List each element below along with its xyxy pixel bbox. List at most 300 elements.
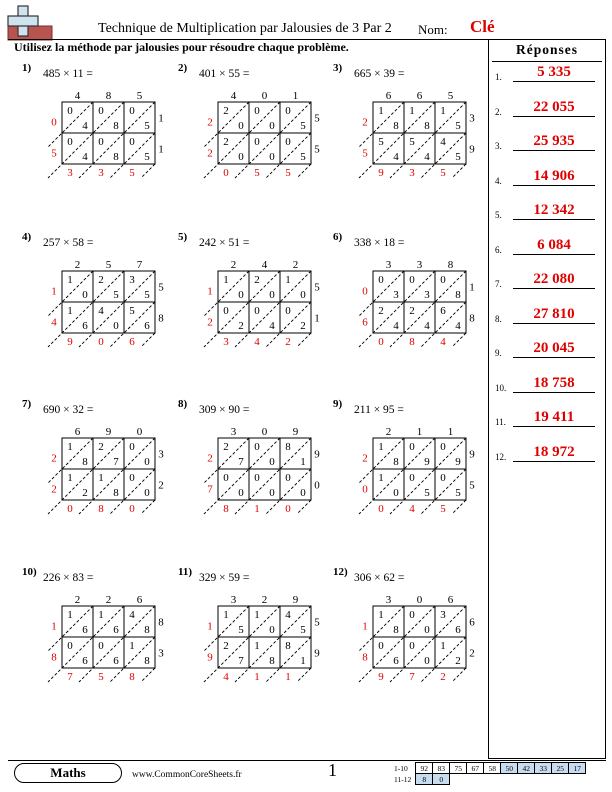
cell-ones-digit: 0 bbox=[82, 289, 88, 301]
cell-ones-digit: 6 bbox=[393, 655, 399, 667]
cell-tens-digit: 0 bbox=[129, 105, 135, 117]
cell-ones-digit: 8 bbox=[113, 487, 119, 499]
problem-text: 211 × 95 = bbox=[354, 404, 404, 416]
score-table bbox=[392, 762, 586, 785]
cell-ones-digit: 7 bbox=[113, 456, 119, 468]
cell-ones-digit: 8 bbox=[113, 151, 119, 163]
answer-number: 6. bbox=[495, 244, 502, 255]
lattice-problem bbox=[178, 398, 328, 528]
lattice-grid bbox=[333, 566, 483, 696]
cell-tens-digit: 2 bbox=[409, 305, 415, 317]
score-row-label: 11-12 bbox=[394, 774, 412, 784]
lattice-grid bbox=[178, 566, 328, 696]
cell-tens-digit: 0 bbox=[254, 441, 260, 453]
left-answer-digit: 0 bbox=[51, 116, 57, 129]
top-digit: 6 bbox=[136, 594, 143, 606]
bottom-answer-digit: 6 bbox=[129, 336, 135, 348]
lattice-grid bbox=[178, 62, 328, 192]
answer-value: 18 972 bbox=[533, 443, 575, 460]
bottom-answer-digit: 1 bbox=[285, 671, 291, 683]
cell-tens-digit: 0 bbox=[254, 472, 260, 484]
cell-ones-digit: 0 bbox=[269, 120, 275, 132]
top-digit: 2 bbox=[105, 594, 112, 606]
lattice-diagonal bbox=[390, 606, 466, 682]
bottom-answer-digit: 7 bbox=[409, 671, 415, 683]
right-digit: 8 bbox=[158, 616, 164, 629]
cell-tens-digit: 6 bbox=[440, 305, 446, 317]
answer-row bbox=[489, 328, 603, 358]
lattice-problem bbox=[333, 398, 483, 528]
top-digit: 3 bbox=[230, 594, 237, 606]
cell-ones-digit: 3 bbox=[424, 289, 430, 301]
score-cell: 42 bbox=[518, 763, 535, 774]
lattice-diagonal bbox=[204, 438, 280, 514]
bottom-answer-digit: 4 bbox=[440, 336, 446, 348]
right-digit: 5 bbox=[158, 281, 164, 294]
bottom-answer-digit: 1 bbox=[254, 671, 260, 683]
bottom-answer-digit: 9 bbox=[378, 167, 384, 179]
top-digit: 3 bbox=[416, 259, 423, 271]
left-answer-digit: 4 bbox=[51, 316, 57, 329]
lattice-diagonal bbox=[48, 271, 124, 347]
lattice-problem bbox=[22, 398, 172, 528]
score-cell: 33 bbox=[535, 763, 552, 774]
problem-number: 4) bbox=[22, 231, 32, 243]
problem-text: 242 × 51 = bbox=[199, 237, 250, 249]
lattice-problem bbox=[22, 566, 172, 696]
cell-ones-digit: 0 bbox=[144, 456, 150, 468]
lattice-diagonal bbox=[235, 438, 311, 514]
site-url: www.CommonCoreSheets.fr bbox=[132, 770, 242, 780]
left-answer-digit: 2 bbox=[51, 452, 57, 465]
cell-tens-digit: 2 bbox=[223, 136, 229, 148]
lattice-diagonal bbox=[141, 333, 155, 347]
cell-ones-digit: 4 bbox=[424, 151, 430, 163]
score-cell: 25 bbox=[552, 763, 569, 774]
right-digit: 5 bbox=[469, 479, 475, 492]
answer-row bbox=[489, 156, 603, 186]
answer-value: 18 758 bbox=[533, 374, 575, 391]
answer-number: 1. bbox=[495, 72, 502, 82]
top-digit: 0 bbox=[416, 594, 423, 606]
top-digit: 2 bbox=[74, 594, 81, 606]
answer-line bbox=[513, 461, 595, 462]
score-cell: 92 bbox=[416, 763, 433, 774]
bottom-answer-digit: 5 bbox=[254, 167, 260, 179]
lattice-diagonal bbox=[297, 333, 311, 347]
page-number: 1 bbox=[328, 760, 337, 780]
cell-ones-digit: 5 bbox=[144, 151, 150, 163]
bottom-answer-digit: 5 bbox=[285, 167, 291, 179]
bottom-answer-digit: 1 bbox=[254, 503, 260, 515]
cell-ones-digit: 0 bbox=[269, 289, 275, 301]
lattice-grid bbox=[22, 231, 172, 361]
problem-number: 9) bbox=[333, 398, 343, 410]
lattice-diagonal bbox=[141, 500, 155, 514]
lattice-diagonal bbox=[390, 438, 466, 514]
cell-ones-digit: 5 bbox=[144, 120, 150, 132]
cell-ones-digit: 0 bbox=[269, 624, 275, 636]
cell-ones-digit: 0 bbox=[300, 487, 306, 499]
answer-line bbox=[513, 392, 595, 393]
cell-tens-digit: 0 bbox=[254, 136, 260, 148]
cell-ones-digit: 0 bbox=[238, 289, 244, 301]
problem-number: 1) bbox=[22, 62, 32, 74]
left-answer-digit: 6 bbox=[362, 316, 368, 329]
cell-tens-digit: 1 bbox=[67, 274, 73, 286]
answer-line bbox=[513, 81, 595, 82]
bottom-answer-digit: 5 bbox=[98, 671, 104, 683]
cell-tens-digit: 0 bbox=[409, 441, 415, 453]
cell-ones-digit: 8 bbox=[82, 456, 88, 468]
lattice-diagonal bbox=[297, 164, 311, 178]
cell-ones-digit: 2 bbox=[455, 655, 461, 667]
answer-row bbox=[489, 87, 603, 117]
left-answer-digit: 2 bbox=[51, 483, 57, 496]
right-digit: 9 bbox=[314, 448, 320, 461]
top-digit: 2 bbox=[261, 594, 268, 606]
lattice-problem bbox=[22, 62, 172, 192]
top-digit: 0 bbox=[261, 426, 268, 438]
lattice-diagonal bbox=[235, 606, 311, 682]
right-digit: 2 bbox=[158, 479, 164, 492]
lattice-diagonal bbox=[141, 164, 155, 178]
footer-divider bbox=[8, 760, 606, 761]
lattice-diagonal bbox=[235, 102, 311, 178]
problem-text: 226 × 83 = bbox=[43, 572, 94, 584]
cell-ones-digit: 6 bbox=[82, 655, 88, 667]
problem-text: 309 × 90 = bbox=[199, 404, 250, 416]
lattice-diagonal bbox=[79, 438, 155, 514]
cell-tens-digit: 2 bbox=[223, 640, 229, 652]
cell-tens-digit: 4 bbox=[98, 305, 104, 317]
cell-ones-digit: 6 bbox=[82, 624, 88, 636]
cell-tens-digit: 1 bbox=[440, 640, 446, 652]
cell-ones-digit: 4 bbox=[269, 320, 275, 332]
answer-line bbox=[513, 288, 595, 289]
problem-text: 690 × 32 = bbox=[43, 404, 94, 416]
top-digit: 9 bbox=[292, 426, 299, 438]
cell-ones-digit: 5 bbox=[455, 120, 461, 132]
cell-tens-digit: 0 bbox=[285, 305, 291, 317]
left-answer-digit: 2 bbox=[207, 316, 213, 329]
answer-number: 11. bbox=[495, 417, 506, 427]
instructions: Utilisez la méthode par jalousies pour résoudre chaque problème. bbox=[14, 40, 349, 54]
score-cell: 8 bbox=[416, 774, 433, 785]
cell-ones-digit: 7 bbox=[238, 456, 244, 468]
cell-tens-digit: 1 bbox=[98, 472, 104, 484]
top-digit: 3 bbox=[230, 426, 237, 438]
lattice-problem bbox=[178, 566, 328, 696]
bottom-answer-digit: 0 bbox=[67, 503, 73, 515]
top-digit: 3 bbox=[385, 594, 392, 606]
cell-tens-digit: 1 bbox=[378, 441, 384, 453]
score-cell: 75 bbox=[450, 763, 467, 774]
left-answer-digit: 2 bbox=[207, 147, 213, 160]
bottom-answer-digit: 0 bbox=[129, 503, 135, 515]
cell-tens-digit: 0 bbox=[98, 640, 104, 652]
problem-number: 11) bbox=[178, 566, 193, 578]
cell-ones-digit: 4 bbox=[455, 320, 461, 332]
cell-ones-digit: 4 bbox=[393, 320, 399, 332]
top-digit: 4 bbox=[74, 90, 81, 102]
top-digit: 7 bbox=[136, 259, 143, 271]
top-digit: 4 bbox=[261, 259, 268, 271]
right-digit: 5 bbox=[314, 112, 320, 125]
left-answer-digit: 2 bbox=[207, 116, 213, 129]
bottom-answer-digit: 9 bbox=[378, 671, 384, 683]
answer-number: 3. bbox=[495, 141, 502, 151]
right-digit: 3 bbox=[469, 112, 475, 125]
lattice-diagonal bbox=[297, 668, 311, 682]
lattice-diagonal bbox=[359, 102, 435, 178]
cell-tens-digit: 2 bbox=[223, 441, 229, 453]
right-digit: 8 bbox=[158, 312, 164, 325]
right-digit: 5 bbox=[314, 616, 320, 629]
problem-number: 7) bbox=[22, 398, 32, 410]
cell-ones-digit: 8 bbox=[393, 120, 399, 132]
answer-line bbox=[513, 150, 595, 151]
bottom-answer-digit: 5 bbox=[129, 167, 135, 179]
cell-ones-digit: 0 bbox=[424, 624, 430, 636]
right-digit: 3 bbox=[158, 647, 164, 660]
left-answer-digit: 2 bbox=[362, 116, 368, 129]
cell-tens-digit: 1 bbox=[67, 609, 73, 621]
lattice-diagonal bbox=[204, 271, 280, 347]
bottom-answer-digit: 7 bbox=[67, 671, 73, 683]
cell-ones-digit: 4 bbox=[393, 151, 399, 163]
lattice-diagonal bbox=[141, 668, 155, 682]
cell-ones-digit: 0 bbox=[269, 487, 275, 499]
cell-ones-digit: 5 bbox=[455, 487, 461, 499]
left-answer-digit: 1 bbox=[207, 285, 213, 298]
cell-ones-digit: 3 bbox=[393, 289, 399, 301]
cell-ones-digit: 4 bbox=[82, 151, 88, 163]
left-answer-digit: 8 bbox=[362, 651, 368, 664]
lattice-grid bbox=[22, 62, 172, 192]
lattice-diagonal bbox=[452, 668, 466, 682]
maths-badge: Maths bbox=[14, 763, 122, 783]
problem-text: 485 × 11 = bbox=[43, 68, 93, 80]
cell-tens-digit: 1 bbox=[440, 105, 446, 117]
cell-tens-digit: 8 bbox=[285, 640, 291, 652]
top-digit: 5 bbox=[105, 259, 112, 271]
answer-line bbox=[513, 426, 595, 427]
cell-ones-digit: 0 bbox=[238, 487, 244, 499]
answer-row bbox=[489, 190, 603, 220]
problem-text: 257 × 58 = bbox=[43, 237, 94, 249]
left-answer-digit: 2 bbox=[207, 452, 213, 465]
answer-value: 22 080 bbox=[533, 271, 575, 287]
cell-ones-digit: 5 bbox=[300, 624, 306, 636]
cell-tens-digit: 0 bbox=[67, 136, 73, 148]
lattice-diagonal bbox=[390, 271, 466, 347]
bottom-answer-digit: 8 bbox=[223, 503, 229, 515]
left-answer-digit: 0 bbox=[362, 483, 368, 496]
score-cell: 83 bbox=[433, 763, 450, 774]
cell-tens-digit: 0 bbox=[440, 274, 446, 286]
cell-tens-digit: 0 bbox=[285, 105, 291, 117]
bottom-answer-digit: 0 bbox=[378, 503, 384, 515]
score-row bbox=[392, 774, 586, 785]
cell-tens-digit: 0 bbox=[67, 105, 73, 117]
answer-row bbox=[489, 225, 603, 255]
lattice-grid bbox=[22, 566, 172, 696]
cell-ones-digit: 9 bbox=[424, 456, 430, 468]
top-digit: 1 bbox=[447, 426, 454, 438]
left-answer-digit: 2 bbox=[362, 452, 368, 465]
answer-row bbox=[489, 294, 603, 324]
answer-row bbox=[489, 121, 603, 151]
top-digit: 2 bbox=[292, 259, 299, 271]
lattice-diagonal bbox=[297, 500, 311, 514]
cell-tens-digit: 1 bbox=[223, 274, 229, 286]
cell-ones-digit: 4 bbox=[424, 320, 430, 332]
problem-text: 306 × 62 = bbox=[354, 572, 405, 584]
cell-ones-digit: 6 bbox=[144, 320, 150, 332]
left-answer-digit: 5 bbox=[51, 147, 57, 160]
bottom-answer-digit: 3 bbox=[223, 336, 229, 348]
cell-tens-digit: 1 bbox=[67, 441, 73, 453]
cell-ones-digit: 0 bbox=[269, 456, 275, 468]
cell-ones-digit: 0 bbox=[238, 151, 244, 163]
bottom-answer-digit: 0 bbox=[223, 167, 229, 179]
problem-text: 338 × 18 = bbox=[354, 237, 405, 249]
cell-tens-digit: 2 bbox=[223, 105, 229, 117]
cell-tens-digit: 0 bbox=[378, 274, 384, 286]
top-digit: 6 bbox=[74, 426, 81, 438]
name-value: Clé bbox=[470, 17, 495, 36]
cell-tens-digit: 4 bbox=[129, 609, 135, 621]
cell-ones-digit: 0 bbox=[113, 320, 119, 332]
cell-tens-digit: 4 bbox=[285, 609, 291, 621]
cell-tens-digit: 0 bbox=[285, 136, 291, 148]
cell-tens-digit: 0 bbox=[129, 472, 135, 484]
lattice-grid bbox=[333, 231, 483, 361]
answer-line bbox=[513, 323, 595, 324]
answer-value: 19 411 bbox=[533, 409, 575, 425]
cell-tens-digit: 2 bbox=[98, 441, 104, 453]
score-cell: 17 bbox=[569, 763, 586, 774]
lattice-grid bbox=[178, 231, 328, 361]
cell-ones-digit: 4 bbox=[82, 120, 88, 132]
cell-tens-digit: 0 bbox=[98, 105, 104, 117]
bottom-answer-digit: 8 bbox=[98, 503, 104, 515]
bottom-answer-digit: 0 bbox=[285, 503, 291, 515]
answer-number: 4. bbox=[495, 175, 502, 186]
right-digit: 1 bbox=[158, 143, 164, 156]
answer-row bbox=[489, 397, 603, 427]
cell-tens-digit: 5 bbox=[378, 136, 384, 148]
lattice-grid bbox=[22, 398, 172, 528]
answer-number: 9. bbox=[495, 348, 502, 358]
top-digit: 3 bbox=[385, 259, 392, 271]
cell-tens-digit: 1 bbox=[223, 609, 229, 621]
lattice-problem bbox=[22, 231, 172, 361]
top-digit: 6 bbox=[385, 90, 392, 102]
cell-tens-digit: 0 bbox=[254, 305, 260, 317]
answer-row bbox=[489, 432, 603, 462]
right-digit: 3 bbox=[158, 448, 164, 461]
answer-value: 22 055 bbox=[533, 98, 575, 115]
problem-text: 665 × 39 = bbox=[354, 68, 405, 80]
left-answer-digit: 8 bbox=[51, 651, 57, 664]
left-answer-digit: 9 bbox=[207, 651, 213, 664]
score-row-label: 1-10 bbox=[394, 763, 408, 773]
top-digit: 1 bbox=[292, 90, 299, 102]
lattice-diagonal bbox=[79, 271, 155, 347]
cell-tens-digit: 0 bbox=[223, 472, 229, 484]
cell-tens-digit: 4 bbox=[440, 136, 446, 148]
cell-ones-digit: 8 bbox=[144, 624, 150, 636]
cell-ones-digit: 8 bbox=[455, 289, 461, 301]
answer-number: 5. bbox=[495, 210, 502, 220]
cell-ones-digit: 6 bbox=[455, 624, 461, 636]
left-answer-digit: 1 bbox=[51, 285, 57, 298]
cell-tens-digit: 1 bbox=[67, 305, 73, 317]
cell-ones-digit: 6 bbox=[113, 624, 119, 636]
right-digit: 9 bbox=[469, 143, 475, 156]
lattice-problem bbox=[178, 231, 328, 361]
problem-number: 6) bbox=[333, 231, 343, 243]
cell-ones-digit: 5 bbox=[113, 289, 119, 301]
cell-ones-digit: 1 bbox=[300, 655, 306, 667]
right-digit: 5 bbox=[314, 281, 320, 294]
score-cell: 0 bbox=[433, 774, 450, 785]
cell-tens-digit: 0 bbox=[254, 105, 260, 117]
cell-tens-digit: 0 bbox=[285, 472, 291, 484]
top-digit: 9 bbox=[292, 594, 299, 606]
cell-tens-digit: 0 bbox=[440, 441, 446, 453]
answer-line bbox=[513, 185, 595, 186]
cell-ones-digit: 5 bbox=[238, 624, 244, 636]
top-digit: 5 bbox=[136, 90, 143, 102]
answer-key-panel bbox=[488, 39, 606, 759]
problem-number: 5) bbox=[178, 231, 188, 243]
cell-ones-digit: 0 bbox=[144, 487, 150, 499]
plus-logo-icon bbox=[4, 4, 56, 44]
cell-ones-digit: 2 bbox=[300, 320, 306, 332]
right-digit: 9 bbox=[314, 647, 320, 660]
score-row bbox=[392, 763, 586, 774]
right-digit: 9 bbox=[469, 448, 475, 461]
cell-ones-digit: 5 bbox=[424, 487, 430, 499]
lattice-diagonal bbox=[204, 606, 280, 682]
page-title: Technique de Multiplication par Jalousies de 3 Par 2 bbox=[98, 21, 392, 36]
bottom-answer-digit: 5 bbox=[440, 167, 446, 179]
problem-text: 401 × 55 = bbox=[199, 68, 250, 80]
lattice-problem bbox=[178, 62, 328, 192]
problem-text: 329 × 59 = bbox=[199, 572, 250, 584]
bottom-answer-digit: 4 bbox=[409, 503, 415, 515]
lattice-grid bbox=[333, 62, 483, 192]
problem-number: 12) bbox=[333, 566, 348, 578]
answer-value: 14 906 bbox=[533, 167, 575, 184]
bottom-answer-digit: 2 bbox=[440, 671, 446, 683]
cell-tens-digit: 0 bbox=[409, 609, 415, 621]
lattice-diagonal bbox=[359, 438, 435, 514]
answer-row bbox=[489, 52, 603, 82]
lattice-problem bbox=[333, 62, 483, 192]
left-answer-digit: 7 bbox=[207, 483, 213, 496]
top-digit: 2 bbox=[230, 259, 237, 271]
cell-ones-digit: 8 bbox=[393, 624, 399, 636]
cell-ones-digit: 0 bbox=[393, 487, 399, 499]
right-digit: 6 bbox=[469, 616, 475, 629]
bottom-answer-digit: 3 bbox=[67, 167, 73, 179]
lattice-diagonal bbox=[48, 606, 124, 682]
lattice-diagonal bbox=[204, 102, 280, 178]
